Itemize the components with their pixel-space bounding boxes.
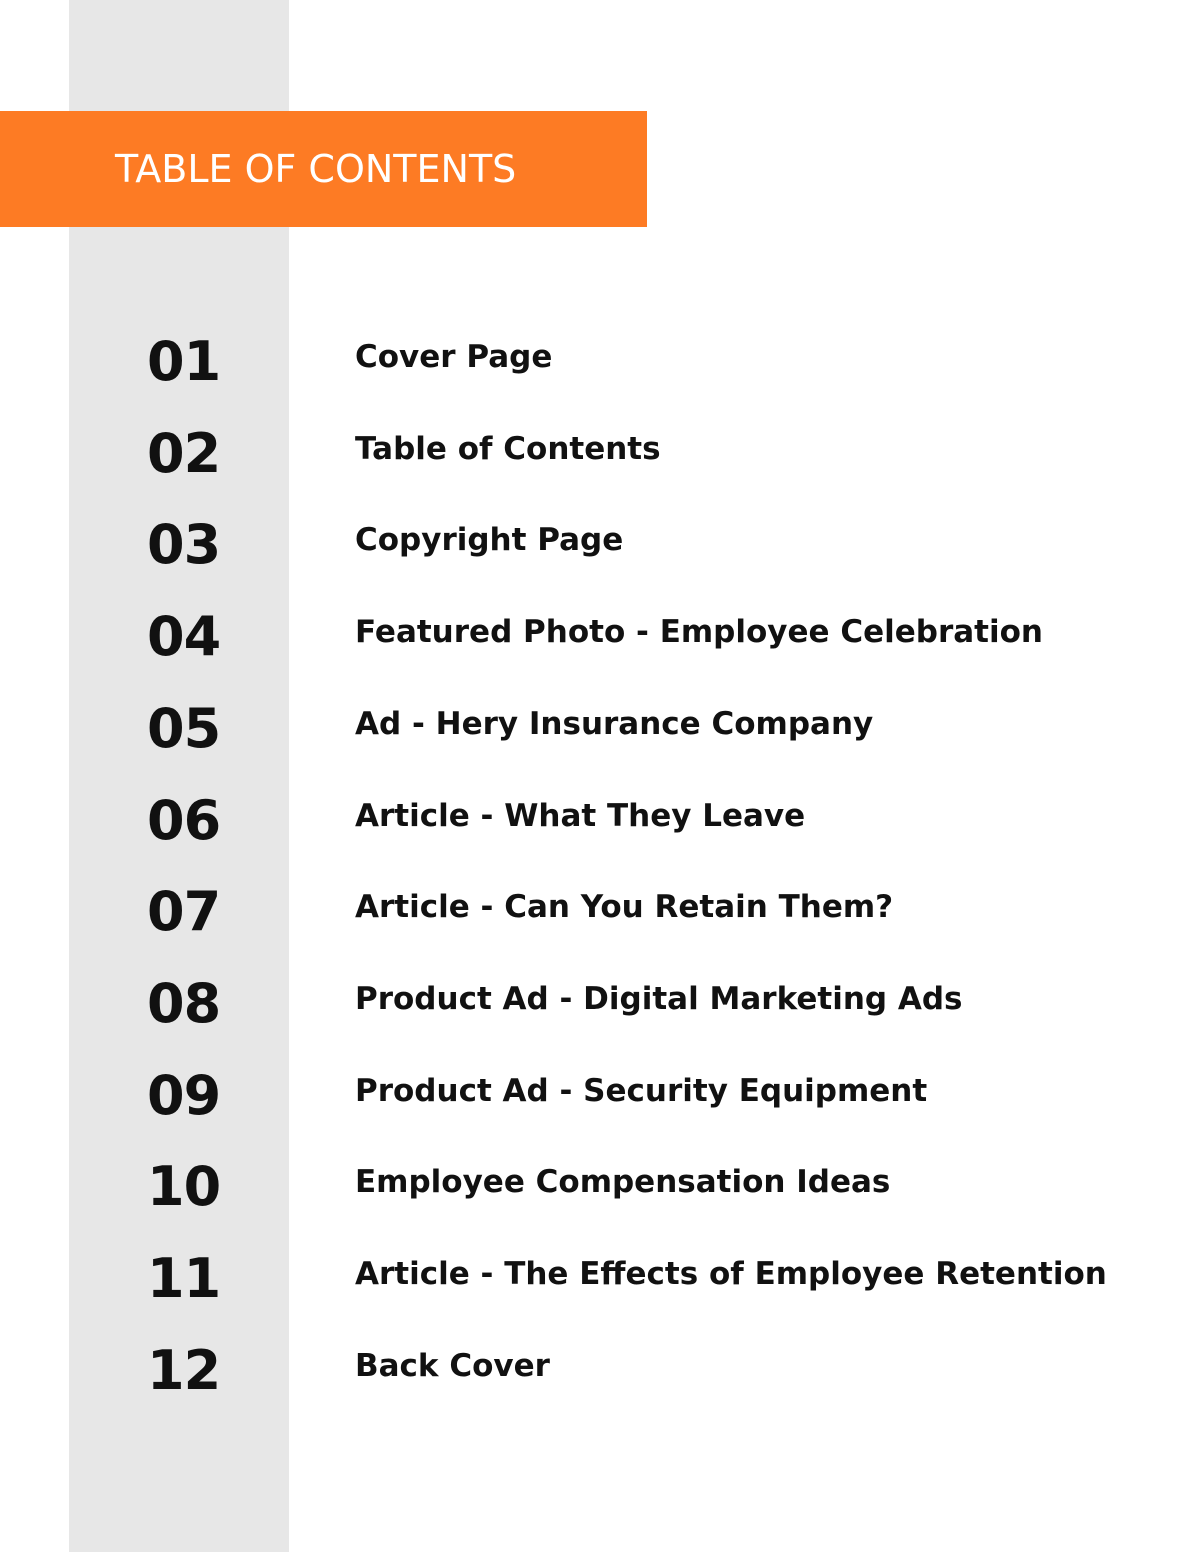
- page-title: TABLE OF CONTENTS: [115, 147, 517, 191]
- toc-number: 08: [147, 972, 221, 1035]
- toc-item[interactable]: [0, 1056, 1200, 1136]
- toc-label: Back Cover: [355, 1348, 550, 1384]
- toc-label: Product Ad - Digital Marketing Ads: [355, 981, 963, 1017]
- toc-label: Table of Contents: [355, 431, 661, 467]
- toc-item[interactable]: [0, 689, 1200, 769]
- toc-label: Cover Page: [355, 339, 553, 375]
- toc-label: Article - The Effects of Employee Retention: [355, 1256, 1107, 1292]
- toc-number: 09: [147, 1064, 221, 1127]
- toc-label: Employee Compensation Ideas: [355, 1164, 891, 1200]
- toc-number: 03: [147, 513, 221, 576]
- toc-item[interactable]: [0, 1147, 1200, 1227]
- toc-item[interactable]: [0, 1239, 1200, 1319]
- toc-number: 02: [147, 422, 221, 485]
- toc-label: Article - What They Leave: [355, 798, 806, 834]
- toc-number: 06: [147, 789, 221, 852]
- toc-number: 05: [147, 697, 221, 760]
- toc-label: Ad - Hery Insurance Company: [355, 706, 874, 742]
- toc-item[interactable]: [0, 964, 1200, 1044]
- toc-label: Product Ad - Security Equipment: [355, 1073, 928, 1109]
- toc-item[interactable]: [0, 781, 1200, 861]
- toc-item[interactable]: [0, 414, 1200, 494]
- toc-item[interactable]: [0, 505, 1200, 585]
- toc-number: 07: [147, 880, 221, 943]
- toc-number: 11: [147, 1247, 221, 1310]
- toc-item[interactable]: [0, 872, 1200, 952]
- toc-number: 04: [147, 605, 221, 668]
- toc-number: 01: [147, 330, 221, 393]
- toc-number: 10: [147, 1155, 221, 1218]
- toc-item[interactable]: [0, 1331, 1200, 1411]
- toc-label: Copyright Page: [355, 522, 624, 558]
- toc-number: 12: [147, 1339, 221, 1402]
- toc-label: Featured Photo - Employee Celebration: [355, 614, 1043, 650]
- toc-item[interactable]: [0, 597, 1200, 677]
- toc-label: Article - Can You Retain Them?: [355, 889, 894, 925]
- toc-item[interactable]: [0, 322, 1200, 402]
